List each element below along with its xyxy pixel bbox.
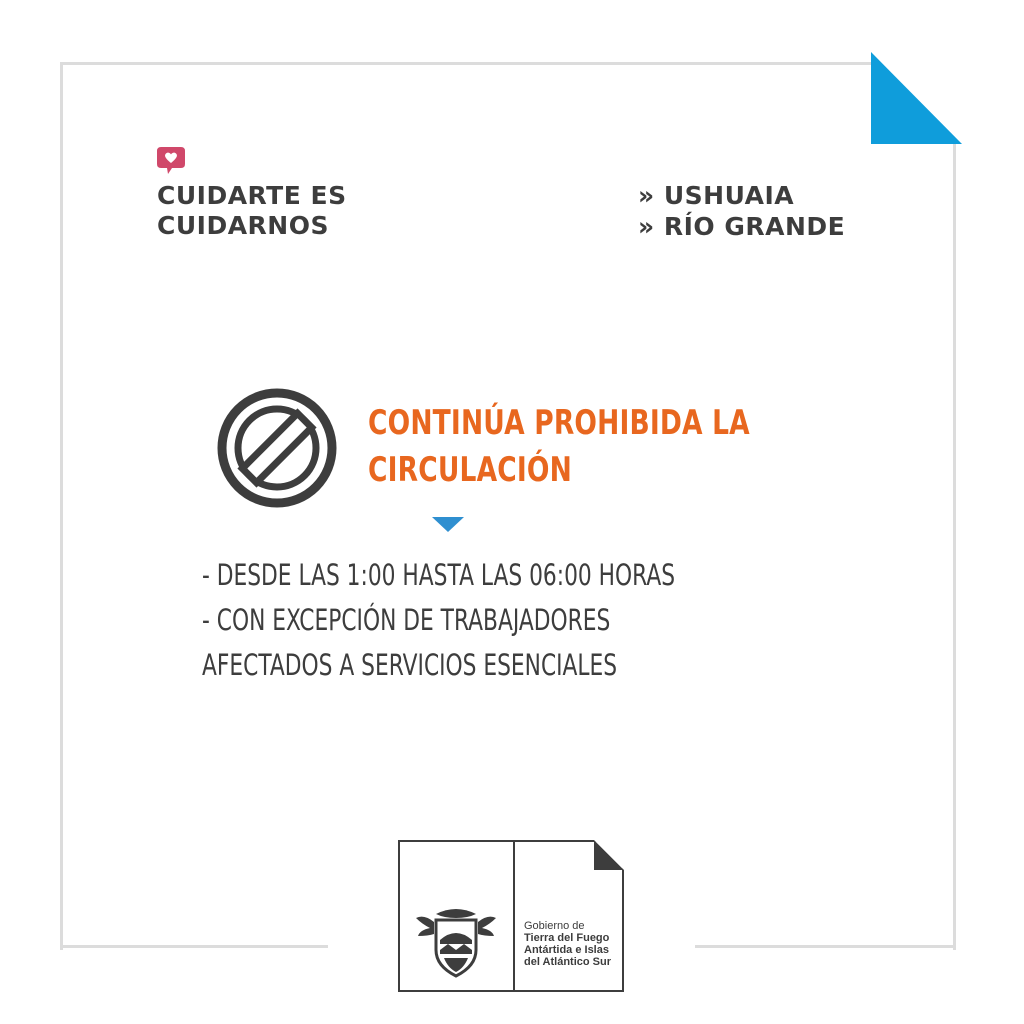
gov-line-4: del Atlántico Sur bbox=[524, 956, 611, 968]
frame-border-right bbox=[953, 140, 956, 950]
government-name bbox=[524, 920, 611, 968]
gov-line-3: Antártida e Islas bbox=[524, 944, 609, 956]
triangle-down-icon bbox=[432, 517, 464, 533]
logo-divider bbox=[513, 842, 515, 990]
corner-triangle-decoration bbox=[870, 52, 962, 146]
gov-line-1: Gobierno de bbox=[524, 920, 585, 932]
folded-corner-icon bbox=[594, 840, 624, 870]
slogan-line-2: CUIDARNOS bbox=[157, 211, 329, 240]
frame-border-bottom-left bbox=[60, 945, 328, 948]
campaign-slogan bbox=[157, 181, 347, 241]
frame-border-bottom-right bbox=[695, 945, 956, 948]
restriction-details bbox=[202, 553, 675, 688]
city-rio-grande: » RÍO GRANDE bbox=[638, 212, 846, 241]
headline-line-1: CONTINÚA PROHIBIDA LA bbox=[368, 403, 750, 443]
details-line-3: AFECTADOS A SERVICIOS ESENCIALES bbox=[202, 648, 618, 682]
frame-border-top bbox=[60, 62, 872, 65]
government-logo bbox=[398, 840, 624, 992]
city-ushuaia: » USHUAIA bbox=[638, 181, 795, 210]
details-line-1: - DESDE LAS 1:00 HASTA LAS 06:00 HORAS bbox=[202, 558, 676, 592]
city-list bbox=[638, 180, 845, 242]
details-line-2: - CON EXCEPCIÓN DE TRABAJADORES bbox=[202, 603, 611, 637]
frame-border-left bbox=[60, 62, 63, 950]
slogan-line-1: CUIDARTE ES bbox=[157, 181, 347, 210]
heart-chat-icon bbox=[156, 146, 186, 176]
prohibited-icon bbox=[217, 388, 337, 508]
headline-line-2: CIRCULACIÓN bbox=[368, 450, 572, 490]
headline bbox=[368, 400, 750, 494]
gov-line-2: Tierra del Fuego bbox=[524, 932, 610, 944]
provincial-emblem bbox=[416, 906, 496, 978]
